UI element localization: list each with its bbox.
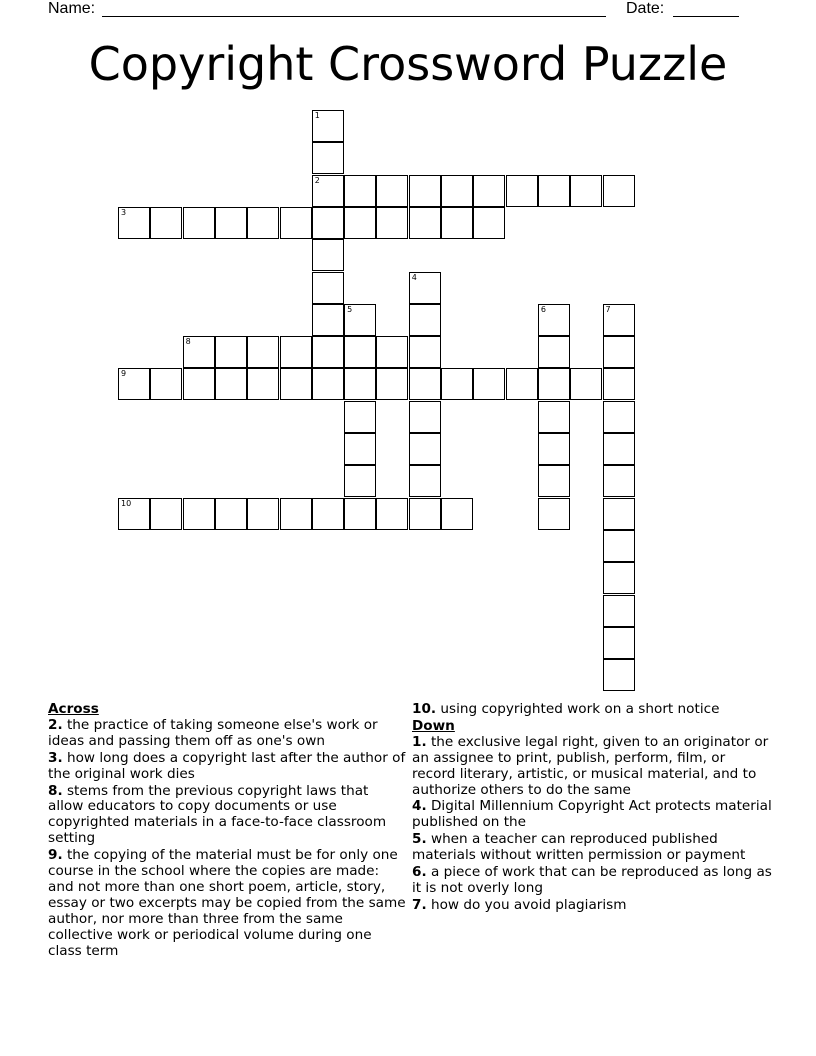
grid-number: 5 <box>347 304 353 314</box>
grid-cell[interactable] <box>570 368 602 400</box>
grid-cell[interactable] <box>247 336 279 368</box>
clue-number: 3. <box>48 749 63 766</box>
clue-across-10 <box>412 702 772 718</box>
across-heading: Across <box>48 701 99 717</box>
clue-across-9 <box>48 848 406 959</box>
clue-number: 4. <box>412 798 427 815</box>
grid-cell[interactable] <box>603 336 635 368</box>
grid-cell[interactable] <box>376 498 408 530</box>
grid-cell[interactable] <box>376 336 408 368</box>
grid-cell[interactable] <box>538 304 570 336</box>
grid-number: 8 <box>185 337 191 347</box>
clue-across-2 <box>48 718 406 750</box>
grid-cell[interactable] <box>312 498 344 530</box>
grid-cell[interactable] <box>312 272 344 304</box>
clue-down-5 <box>412 832 772 864</box>
grid-cell[interactable] <box>603 562 635 594</box>
clue-number: 7. <box>412 896 427 913</box>
grid-number: 7 <box>605 304 611 314</box>
clue-text: using copyrighted work on a short notice <box>440 701 720 717</box>
clue-text: the exclusive legal right, given to an originator or an assignee to print, publish, perform, film, or record literary, artistic, or musical material, and to authorize others to do the same <box>412 733 769 798</box>
grid-cell[interactable] <box>603 465 635 497</box>
grid-cell[interactable] <box>312 336 344 368</box>
grid-cell[interactable] <box>570 175 602 207</box>
grid-cell[interactable] <box>473 207 505 239</box>
clue-text: how do you avoid plagiarism <box>430 896 627 913</box>
grid-cell[interactable] <box>312 175 344 207</box>
grid-cell[interactable] <box>603 498 635 530</box>
clue-text: the practice of taking someone else's work or ideas and passing them off as one's own <box>48 716 378 749</box>
grid-cell[interactable] <box>118 498 150 530</box>
grid-cell[interactable] <box>215 207 247 239</box>
grid-number: 4 <box>411 272 417 282</box>
grid-cell[interactable] <box>538 336 570 368</box>
grid-cell[interactable] <box>150 498 182 530</box>
grid-cell[interactable] <box>409 368 441 400</box>
grid-number: 10 <box>121 498 132 508</box>
grid-cell[interactable] <box>280 207 312 239</box>
grid-cell[interactable] <box>376 368 408 400</box>
grid-cell[interactable] <box>409 175 441 207</box>
grid-cell[interactable] <box>344 465 376 497</box>
grid-cell[interactable] <box>247 368 279 400</box>
grid-cell[interactable] <box>344 336 376 368</box>
clues-right-column <box>412 702 772 915</box>
grid-cell[interactable] <box>409 433 441 465</box>
grid-cell[interactable] <box>376 175 408 207</box>
clues-left-column <box>48 702 406 961</box>
clue-down-6 <box>412 865 772 897</box>
grid-cell[interactable] <box>538 498 570 530</box>
clue-number: 2. <box>48 716 63 733</box>
grid-cell[interactable] <box>538 401 570 433</box>
grid-cell[interactable] <box>344 304 376 336</box>
clue-down-7 <box>412 898 772 914</box>
clue-number: 1. <box>412 733 427 750</box>
grid-cell[interactable] <box>312 110 344 142</box>
grid-cell[interactable] <box>215 368 247 400</box>
grid-cell[interactable] <box>344 498 376 530</box>
grid-cell[interactable] <box>409 336 441 368</box>
grid-cell[interactable] <box>344 175 376 207</box>
grid-cell[interactable] <box>538 175 570 207</box>
grid-cell[interactable] <box>603 304 635 336</box>
grid-number: 2 <box>314 175 320 185</box>
grid-cell[interactable] <box>473 175 505 207</box>
clue-down-1 <box>412 735 772 799</box>
grid-cell[interactable] <box>312 304 344 336</box>
clue-across-3 <box>48 751 406 783</box>
clue-number: 6. <box>412 864 427 881</box>
clue-text: the copying of the material must be for only one course in the school where the copies are made: and not more than one short poem, article, story, essay or two excerpts may be copied from the same author, nor more than three from the same collective work or periodical volume during one class term <box>48 847 406 959</box>
grid-cell[interactable] <box>603 627 635 659</box>
grid-cell[interactable] <box>280 368 312 400</box>
grid-cell[interactable] <box>215 498 247 530</box>
grid-cell[interactable] <box>118 207 150 239</box>
grid-cell[interactable] <box>344 368 376 400</box>
grid-cell[interactable] <box>506 368 538 400</box>
clue-across-8 <box>48 784 406 848</box>
grid-number: 3 <box>121 207 127 217</box>
grid-cell[interactable] <box>344 401 376 433</box>
grid-number: 1 <box>314 111 320 120</box>
grid-cell[interactable] <box>312 368 344 400</box>
grid-cell[interactable] <box>506 175 538 207</box>
grid-cell[interactable] <box>344 433 376 465</box>
grid-cell[interactable] <box>441 498 473 530</box>
grid-cell[interactable] <box>409 498 441 530</box>
clue-text: stems from the previous copyright laws that allow educators to copy documents or use copyrighted materials in a face-to-face classroom setting <box>48 782 387 847</box>
grid-cell[interactable] <box>247 498 279 530</box>
grid-cell[interactable] <box>280 336 312 368</box>
grid-cell[interactable] <box>183 368 215 400</box>
grid-cell[interactable] <box>312 142 344 174</box>
grid-cell[interactable] <box>441 207 473 239</box>
grid-cell[interactable] <box>538 465 570 497</box>
grid-cell[interactable] <box>603 659 635 691</box>
clue-text: how long does a copyright last after the author of the original work dies <box>48 749 406 782</box>
grid-cell[interactable] <box>247 207 279 239</box>
grid-cell[interactable] <box>118 368 150 400</box>
grid-cell[interactable] <box>215 336 247 368</box>
grid-cell[interactable] <box>409 207 441 239</box>
grid-number: 9 <box>121 369 127 379</box>
clue-text: a piece of work that can be reproduced as long as it is not overly long <box>412 864 772 896</box>
grid-cell[interactable] <box>312 239 344 271</box>
grid-cell[interactable] <box>603 433 635 465</box>
grid-cell[interactable] <box>409 401 441 433</box>
grid-cell[interactable] <box>150 207 182 239</box>
grid-cell[interactable] <box>441 175 473 207</box>
grid-cell[interactable] <box>183 336 215 368</box>
clue-number: 9. <box>48 847 63 864</box>
grid-cell[interactable] <box>473 368 505 400</box>
page-title: Copyright Crossword Puzzle <box>88 37 728 91</box>
grid-cell[interactable] <box>538 368 570 400</box>
down-heading: Down <box>412 717 455 734</box>
grid-cell[interactable] <box>409 272 441 304</box>
grid-cell[interactable] <box>603 368 635 400</box>
clue-number: 8. <box>48 782 63 799</box>
grid-cell[interactable] <box>441 368 473 400</box>
grid-cell[interactable] <box>183 207 215 239</box>
grid-cell[interactable] <box>603 595 635 627</box>
clue-number: 5. <box>412 831 427 848</box>
clue-text: when a teacher can reproduced published materials without written permission or payment <box>412 831 746 864</box>
grid-cell[interactable] <box>538 433 570 465</box>
grid-cell[interactable] <box>409 465 441 497</box>
grid-cell[interactable] <box>409 304 441 336</box>
name-label: Name: <box>48 0 96 17</box>
clue-down-4 <box>412 799 772 831</box>
grid-cell[interactable] <box>603 530 635 562</box>
grid-cell[interactable] <box>603 175 635 207</box>
grid-cell[interactable] <box>312 207 344 239</box>
clue-number: 10. <box>412 701 437 717</box>
grid-cell[interactable] <box>150 368 182 400</box>
grid-cell[interactable] <box>376 207 408 239</box>
date-label: Date: <box>626 0 665 17</box>
grid-number: 6 <box>540 304 546 314</box>
grid-cell[interactable] <box>183 498 215 530</box>
clue-text: Digital Millennium Copyright Act protects material published on the <box>412 798 772 831</box>
grid-cell[interactable] <box>344 207 376 239</box>
grid-cell[interactable] <box>603 401 635 433</box>
grid-cell[interactable] <box>280 498 312 530</box>
